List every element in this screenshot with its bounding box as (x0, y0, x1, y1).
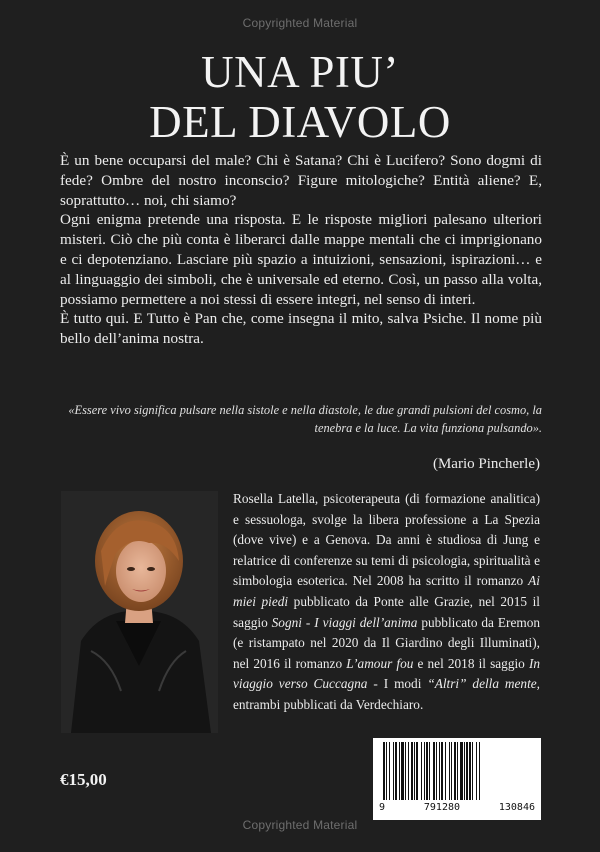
copyright-watermark-top: Copyrighted Material (242, 16, 358, 30)
barcode-bar (386, 742, 387, 800)
barcode-bar (472, 742, 473, 800)
barcode-bar (433, 742, 435, 800)
barcode-digit-group: 130846 (498, 802, 535, 813)
barcode-bar (411, 742, 413, 800)
bio-book-title: L’amour fou (346, 655, 414, 671)
barcode-bar (421, 742, 422, 800)
bio-book-title: In viaggio verso Cuccagna (233, 655, 541, 692)
bio-text: pubblicato da Eremon (e ristampato nel 2020 da Il Giardino degli Illuminati), nel 2016 il romanzo (233, 614, 540, 671)
author-portrait-illustration (61, 491, 218, 733)
barcode-bar (476, 742, 477, 800)
synopsis (60, 151, 542, 349)
price-label: €15,00 (60, 770, 107, 789)
author-photo (61, 491, 218, 733)
barcode-bar (395, 742, 397, 800)
synopsis-paragraph: È tutto qui. E Tutto è Pan che, come insegna il mito, salva Psiche. Il nome più bello dell’anima nostra. (60, 310, 542, 348)
bio-text: entrambi pubblicati da Verdechiaro. (233, 696, 424, 712)
barcode-bar (426, 742, 428, 800)
barcode-digit-group: 791280 (423, 802, 461, 813)
barcode-bar (479, 742, 480, 800)
barcode-bar (449, 742, 450, 800)
barcode-bar (414, 742, 415, 800)
bio-text: pubblicato da Ponte alle Grazie, nel 2015 il saggio (233, 593, 540, 630)
barcode-bar (405, 742, 406, 800)
barcode-bar (460, 742, 463, 800)
bio-book-title: Sogni - I viaggi dell’anima (271, 614, 418, 630)
epigraph-author: (Mario Pincherle) (432, 456, 540, 472)
barcode-bar (445, 742, 446, 800)
barcode-bar (383, 742, 385, 800)
barcode-bar (469, 742, 471, 800)
bio-book-title: “Altri” della mente, (427, 676, 540, 692)
barcode-bar (424, 742, 425, 800)
isbn-barcode (373, 738, 541, 820)
bio-text: - I modi (367, 676, 428, 692)
barcode-bar (466, 742, 468, 800)
barcode-bar (429, 742, 430, 800)
barcode-digits (373, 802, 541, 813)
epigraph-quote: «Essere vivo significa pulsare nella sistole e nella diastole, le due grandi pulsioni del cosmo, la tenebra e la luce. La vita funziona pulsando». (68, 403, 542, 435)
barcode-digit-group: 9 (379, 802, 386, 813)
barcode-bar (389, 742, 390, 800)
bio-text: e nel 2018 il saggio (413, 655, 529, 671)
barcode-bar (441, 742, 443, 800)
synopsis-paragraph: Ogni enigma pretende una risposta. E le risposte migliori palesano ulteriori misteri. Ciò che più conta è liberarci dalle mappe mentali che ci imprigionano e ci depotenziano. Lasciare più spazio a intuizioni, sensazioni, ispirazioni… e al linguaggio dei simboli, che è universale ed eterno. Così, un passo alla volta, possiamo permettere a noi stessi di essere integri, nel senso di interi. (60, 211, 542, 308)
barcode-bar (464, 742, 465, 800)
book-title-line-2: DEL DIAVOLO (149, 97, 451, 147)
barcode-bars (373, 738, 541, 802)
barcode-bar (393, 742, 394, 800)
barcode-bar (399, 742, 400, 800)
bio-text: Rosella Latella, psicoterapeuta (di formazione analitica) e sessuologa, svolge la libera professione a La Spezia (dove vive) e a Genova. Da anni è studiosa di Jung e relatrice di conferenze su temi di psicologia, spiritualità e simbologia esoterica. Nel 2008 ha scritto il romanzo (233, 491, 540, 589)
barcode-bar (416, 742, 418, 800)
bio-book-title: Ai miei piedi (233, 573, 540, 609)
barcode-bar (457, 742, 458, 800)
barcode-bar (454, 742, 456, 800)
barcode-bar (401, 742, 404, 800)
barcode-bar (439, 742, 440, 800)
barcode-bar (436, 742, 437, 800)
barcode-bar (451, 742, 452, 800)
barcode-bar (408, 742, 409, 800)
copyright-watermark-bottom: Copyrighted Material (242, 818, 358, 832)
author-bio (233, 489, 540, 716)
book-title-line-1: UNA PIU’ (201, 47, 399, 97)
synopsis-paragraph: È un bene occuparsi del male? Chi è Satana? Chi è Lucifero? Sono dogmi di fede? Ombre del nostro inconscio? Figure mitologiche? Entità aliene? E, soprattutto… noi, chi siamo? (60, 152, 542, 209)
